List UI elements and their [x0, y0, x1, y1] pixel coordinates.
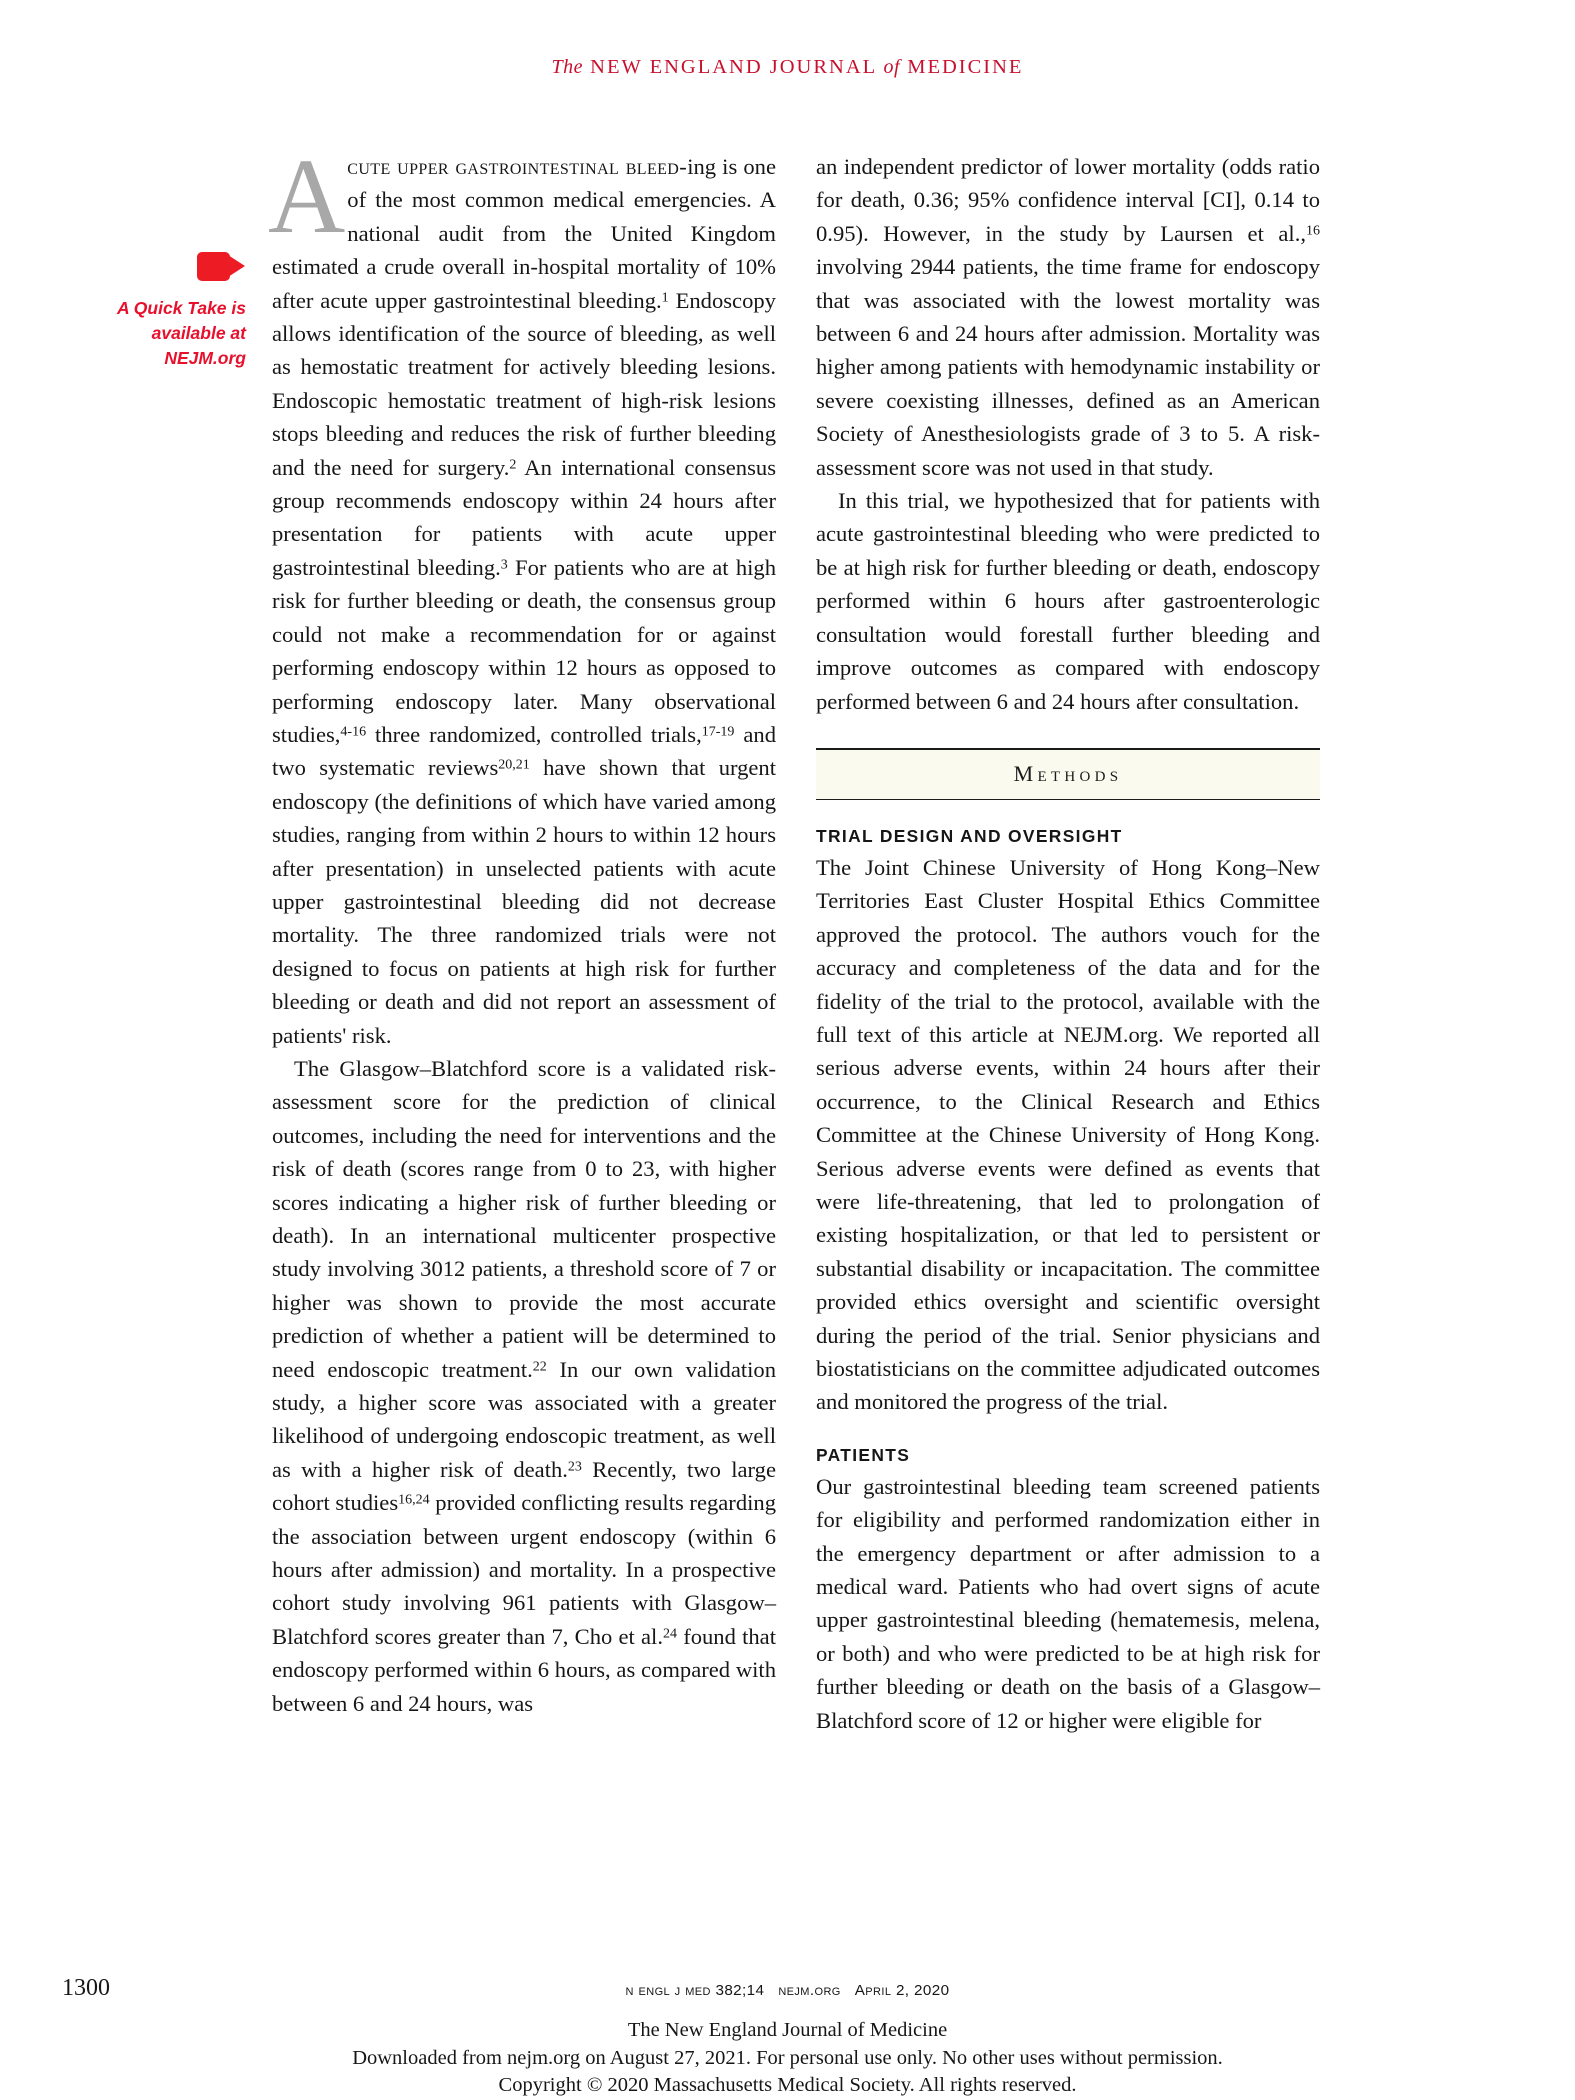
quick-take-line-2: available at [151, 323, 246, 343]
paragraph-patients: Our gastrointestinal bleeding team screened patients for eligibility and performed randomization either in the emergency department or after admission to a medical ward. Patients who had overt signs of acute upper gastrointestinal bleeding (hematemesis, melena, or both) and who were predicted to be at high risk for further bleeding or death on the basis of a Glasgow–Blatchford score of 12 or higher were eligible for [816, 1473, 1320, 1733]
ref-22: 22 [532, 1358, 547, 1374]
ref-6: 20,21 [498, 757, 530, 773]
body-columns [268, 138, 1320, 1900]
running-head-of: of [883, 56, 901, 78]
gb-text-1: The Glasgow–Blatchford score is a validated risk-assessment score for the prediction of clinical outcomes, including the need for interventions and the risk of death (scores range from 0 to 23, with higher scores indicating a higher risk of further bleeding or death). In an international multicenter prospective study involving 3012 patients, a threshold score of 7 or higher was shown to provide the most accurate prediction of whether a patient will be determined to need endoscopic treatment. [272, 1055, 776, 1382]
subhead-trial-design: TRIAL DESIGN AND OVERSIGHT [816, 825, 1123, 846]
ref-2: 2 [509, 456, 517, 472]
predictor-text-2: involving 2944 patients, the time frame for endoscopy that was associated with the lowest mortality was between 6 and 24 hours after admission. Mortality was higher among patients with hemodynamic instability or severe coexisting illnesses, defined as an American Society of Anesthesiologists grade of 3 to 5. A risk-assessment score was not used in that study. [816, 254, 1320, 480]
colophon-line-1: The New England Journal of Medicine [627, 2019, 948, 2041]
intro-text-2: Endoscopy allows identification of the source of bleeding, as well as hemostatic treatment for actively bleeding lesions. Endoscopic hemostatic treatment of high-risk lesions stops bleeding and reduces the risk of further bleeding and the need for surgery. [272, 287, 776, 480]
ref-4: 4-16 [340, 724, 367, 740]
gb-text-3: Recently, two large cohort studies [272, 1456, 776, 1516]
section-banner-methods [816, 748, 1320, 800]
column-right [816, 150, 1320, 1900]
video-camera-icon [197, 250, 245, 283]
subhead-patients: PATIENTS [816, 1444, 911, 1465]
colophon-line-3: Copyright © 2020 Massachusetts Medical Society. All rights reserved. [498, 2074, 1077, 2096]
paragraph-glasgow-blatchford [272, 1052, 776, 1720]
quick-take-line-1: A Quick Take is [116, 298, 246, 318]
ref-24: 24 [662, 1626, 677, 1642]
quick-take-callout[interactable] [96, 250, 246, 371]
page-number: 1300 [62, 1975, 110, 2001]
colophon-line-2: Downloaded from nejm.org on August 27, 2021. For personal use only. No other uses without permission. [352, 2046, 1223, 2069]
journal-citation-line [0, 1982, 1575, 1999]
running-head [0, 56, 1575, 79]
intro-smallcaps: cute upper gastrointestinal bleed- [347, 154, 688, 179]
gb-text-5: found that endoscopy performed within 6 hours, as compared with between 6 and 24 hours, was [272, 1623, 776, 1716]
intro-text-4: For patients who are at high risk for further bleeding or death, the consensus group could not make a recommendation for or against performing endoscopy within 12 hours as opposed to performing endoscopy later. Many observational studies, [272, 554, 777, 747]
running-head-the: The [551, 56, 584, 78]
predictor-text-1: an independent predictor of lower mortality (odds ratio for death, 0.36; 95% confidence interval [CI], 0.14 to 0.95). However, in the study by Laursen et al., [816, 154, 1320, 246]
journal-site: nejm.org [778, 1982, 841, 1999]
running-head-main-2: MEDICINE [907, 56, 1024, 78]
gb-text-2: In our own validation study, a higher score was associated with a greater likelihood of undergoing endoscopic treatment, as well as with a higher risk of death. [272, 1356, 776, 1482]
paragraph-predictor [816, 150, 1320, 484]
drop-cap: A [268, 138, 346, 256]
ref-5: 17-19 [701, 724, 735, 740]
intro-text-1: ing is one of the most common medical emergencies. A national audit from the United Kingdom estimated a crude overall in-hospital mortality of 10% after acute upper gastrointestinal bleeding. [272, 154, 776, 313]
colophon [0, 2017, 1575, 2100]
intro-text-6: and two systematic reviews [272, 721, 776, 781]
intro-text-3: An international consensus group recommends endoscopy within 24 hours after presentation for patients with acute upper gastrointestinal bleeding. [272, 454, 776, 580]
column-left [268, 138, 777, 1900]
paragraph-intro [268, 138, 777, 1052]
ref-3: 3 [500, 557, 508, 573]
quick-take-line-3: NEJM.org [164, 348, 246, 368]
journal-ref: n engl j med 382;14 [625, 1982, 765, 1999]
gb-text-4: provided conflicting results regarding the association between urgent endoscopy (within 6 hours after admission) and mortality. In a prospective cohort study involving 961 patients with Glasgow–Blatchford scores greater than 7, Cho et al. [272, 1490, 776, 1649]
intro-text-5: three randomized, controlled trials, [366, 721, 702, 747]
running-head-main-1: NEW ENGLAND JOURNAL [590, 56, 877, 78]
ref-16-24: 16,24 [398, 1492, 430, 1508]
journal-date: April 2, 2020 [854, 1982, 950, 1999]
ref-1: 1 [661, 289, 669, 305]
paragraph-hypothesis: In this trial, we hypothesized that for patients with acute gastrointestinal bleeding who were predicted to be at high risk for further bleeding or death, endoscopy performed within 6 hours after gastroenterologic consultation would forestall further bleeding and improve outcomes as compared with endoscopy performed between 6 and 24 hours after consultation. [816, 488, 1320, 714]
ref-23: 23 [567, 1459, 582, 1475]
paragraph-trial-design: The Joint Chinese University of Hong Kong–New Territories East Cluster Hospital Ethics Committee approved the protocol. The authors vouch for the accuracy and completeness of the data and for the fidelity of the trial to the protocol, available with the full text of this article at NEJM.org. We reported all serious adverse events, within 24 hours after their occurrence, to the Clinical Research and Ethics Committee at the Chinese University of Hong Kong. Serious adverse events were defined as events that were life-threatening, that led to prolongation of existing hospitalization, or that led to persistent or substantial disability or incapacitation. The committee provided ethics oversight and scientific oversight during the period of the trial. Senior physicians and biostatisticians on the committee adjudicated outcomes and monitored the progress of the trial. [816, 854, 1320, 1415]
ref-16: 16 [1306, 223, 1320, 239]
intro-text-7: have shown that urgent endoscopy (the definitions of which have varied among studies, ranging from within 2 hours to within 12 hours after presentation) in unselected patients with acute upper gastrointestinal bleeding did not decrease mortality. The three randomized trials were not designed to focus on patients at high risk for further bleeding or death and did not report an assessment of patients' risk. [272, 755, 777, 1048]
section-banner-label: Methods [1013, 761, 1123, 787]
